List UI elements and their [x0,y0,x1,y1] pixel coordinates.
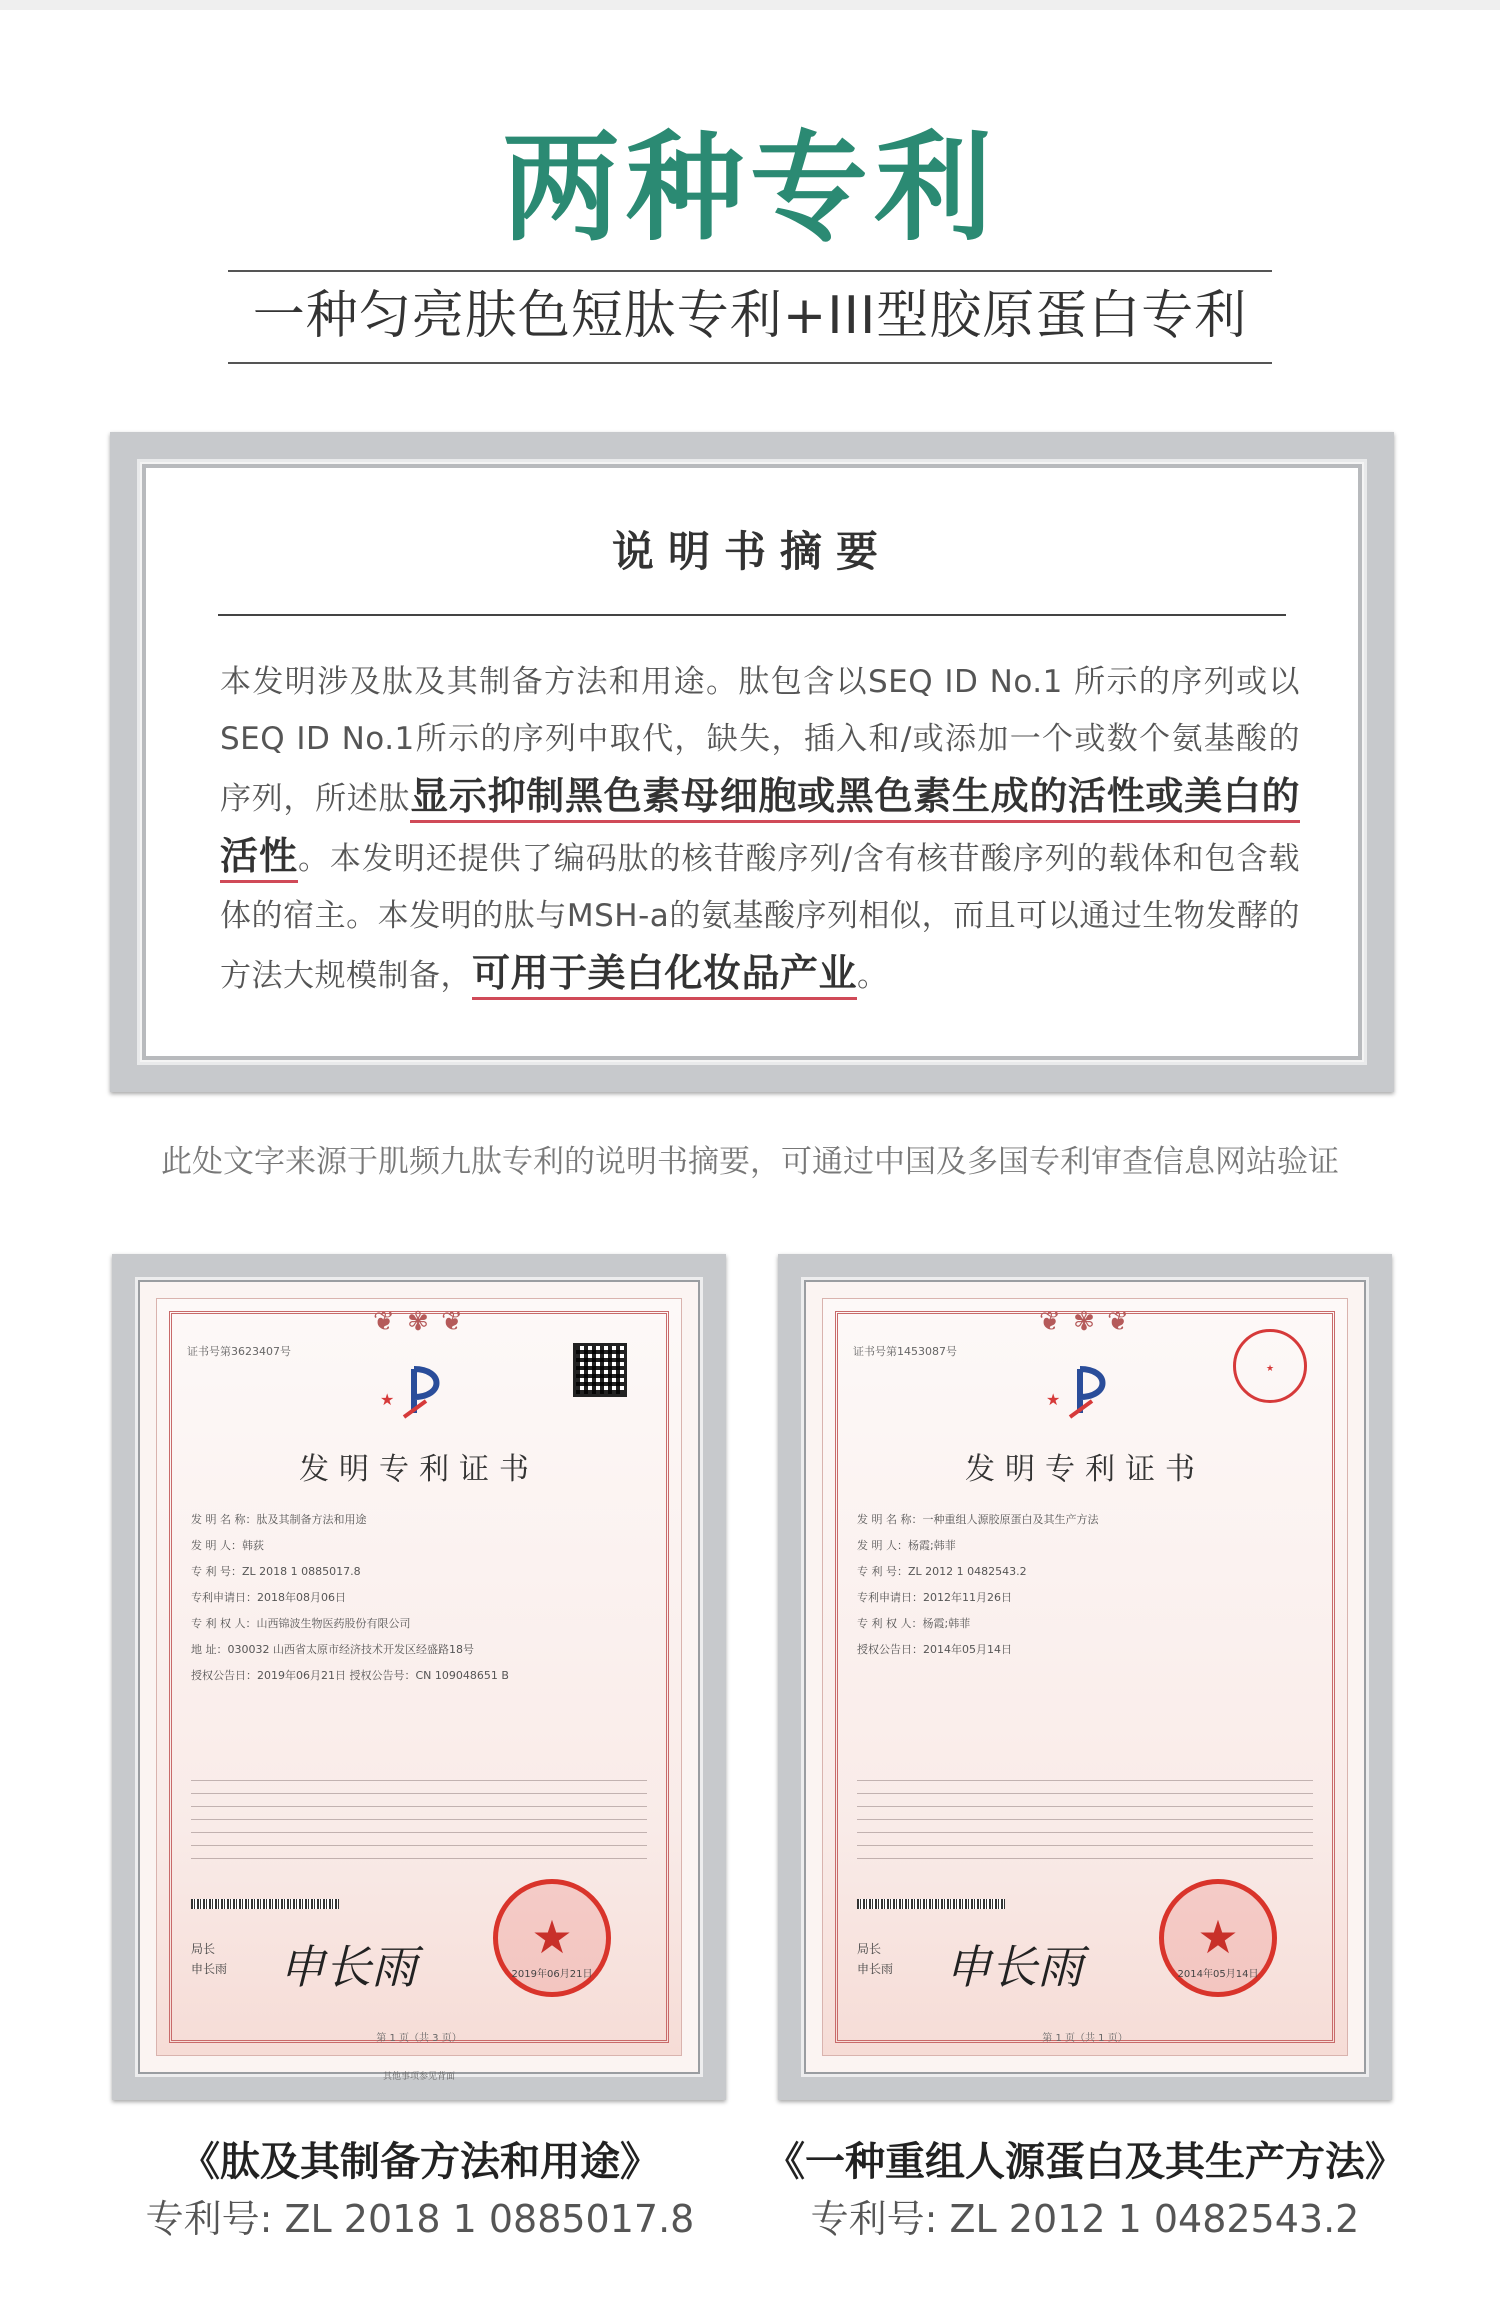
field-row: 发 明 人：韩荻 [191,1539,264,1552]
patent-name: 《肽及其制备方法和用途》 [180,2139,660,2185]
field-row: 授权公告日：2014年05月14日 [857,1643,1012,1656]
abstract-highlight-whitening-activity: 显示抑制黑色素母细胞或黑色素生成的活性或美白的活性 [220,774,1300,883]
page-title: 两种专利 [501,119,998,257]
certificate-fine-print [857,1769,1313,1859]
caption-left [70,2134,770,2246]
certificate-frame-left [112,1254,726,2100]
director-signature: 申长雨 [945,1940,1083,1994]
caption-right [735,2134,1435,2246]
abstract-frame [110,432,1394,1092]
field-row: 发 明 名 称：一种重组人源胶原蛋白及其生产方法 [857,1513,1099,1526]
certificate-fine-print [191,1769,647,1859]
barcode-icon [857,1899,1005,1909]
certificate-title: 发明专利证书 [965,1452,1205,1487]
patent-name: 《一种重组人源蛋白及其生产方法》 [765,2139,1405,2185]
official-seal-icon: ★ 2014年05月14日 [1159,1879,1277,1997]
certificate-frame-right [778,1254,1392,2100]
certificate-number: 证书号第1453087号 [853,1345,957,1358]
certificate-paper [156,1298,682,2082]
field-row: 发 明 名 称：肽及其制备方法和用途 [191,1513,367,1526]
patent-number: 专利号: ZL 2012 1 0482543.2 [810,2197,1360,2241]
field-row: 专 利 号：ZL 2018 1 0885017.8 [191,1565,361,1578]
abstract-text-2: 。本发明还提供了编码肽的核苷酸序列/含有核苷酸序列的载体和包含载体的宿主。本发明的肽与MSH-a的氨基酸序列相似，而且可以通过生物发酵的方法大规模制备， [220,841,1300,994]
field-row: 专利申请日：2018年08月06日 [191,1591,346,1604]
certificate-fields [857,1507,1313,1663]
page-number: 第 1 页（共 1 页） [1042,2033,1128,2044]
abstract-text-3: 。 [857,958,889,994]
top-divider-bar [0,0,1500,10]
field-row: 专利申请日：2012年11月26日 [857,1591,1012,1604]
official-seal-icon: ★ 2019年06月21日 [493,1879,611,1997]
barcode-icon [191,1899,339,1909]
patent-office-logo-icon [374,1361,464,1421]
source-note: 此处文字来源于肌频九肽专利的说明书摘要，可通过中国及多国专利审查信息网站验证 [161,1144,1339,1180]
certificate-footer: 其他事项参见背面 [382,2072,455,2082]
patent-office-logo-icon [1040,1361,1130,1421]
director-label: 局长 申长雨 [191,1942,228,1976]
abstract-highlight-cosmetics-use: 可用于美白化妆品产业 [472,951,857,1000]
field-row: 专 利 权 人：杨霞;韩菲 [857,1617,971,1630]
certificate-fields [191,1507,647,1689]
field-row: 专 利 号：ZL 2012 1 0482543.2 [857,1565,1027,1578]
ornament-icon: ❦ ✾ ❦ [373,1307,465,1337]
abstract-text-1: 本发明涉及肽及其制备方法和用途。肽包含以SEQ ID No.1 所示的序列或以SEQ ID No.1所示的序列中取代，缺失，插入和/或添加一个或数个氨基酸的序列，所述肽 [220,664,1301,817]
abstract-body [220,654,1300,1005]
certificate-paper [822,1298,1348,2056]
director-signature: 申长雨 [279,1940,417,1994]
abstract-heading: 说明书摘要 [611,527,892,576]
field-row: 地 址：030032 山西省太原市经济技术开发区经盛路18号 [191,1643,474,1656]
stamp-icon: ★ [1233,1329,1307,1403]
field-row: 发 明 人：杨霞;韩菲 [857,1539,956,1552]
field-row: 专 利 权 人：山西锦波生物医药股份有限公司 [191,1617,411,1630]
page-subtitle: 一种匀亮肤色短肽专利+III型胶原蛋白专利 [252,286,1248,346]
page-number: 第 1 页（共 3 页） [376,2033,462,2044]
svg-text:★: ★ [380,1390,395,1409]
field-row: 授权公告日：2019年06月21日 授权公告号：CN 109048651 B [191,1669,509,1682]
abstract-divider [218,614,1286,616]
patent-number: 专利号: ZL 2018 1 0885017.8 [145,2197,695,2241]
certificate-number: 证书号第3623407号 [187,1345,291,1358]
subtitle-box [228,270,1272,364]
ornament-icon: ❦ ✾ ❦ [1039,1307,1131,1337]
svg-text:★: ★ [1046,1390,1061,1409]
certificate-title: 发明专利证书 [299,1452,539,1487]
qr-code-icon [573,1343,627,1397]
director-label: 局长 申长雨 [857,1942,894,1976]
